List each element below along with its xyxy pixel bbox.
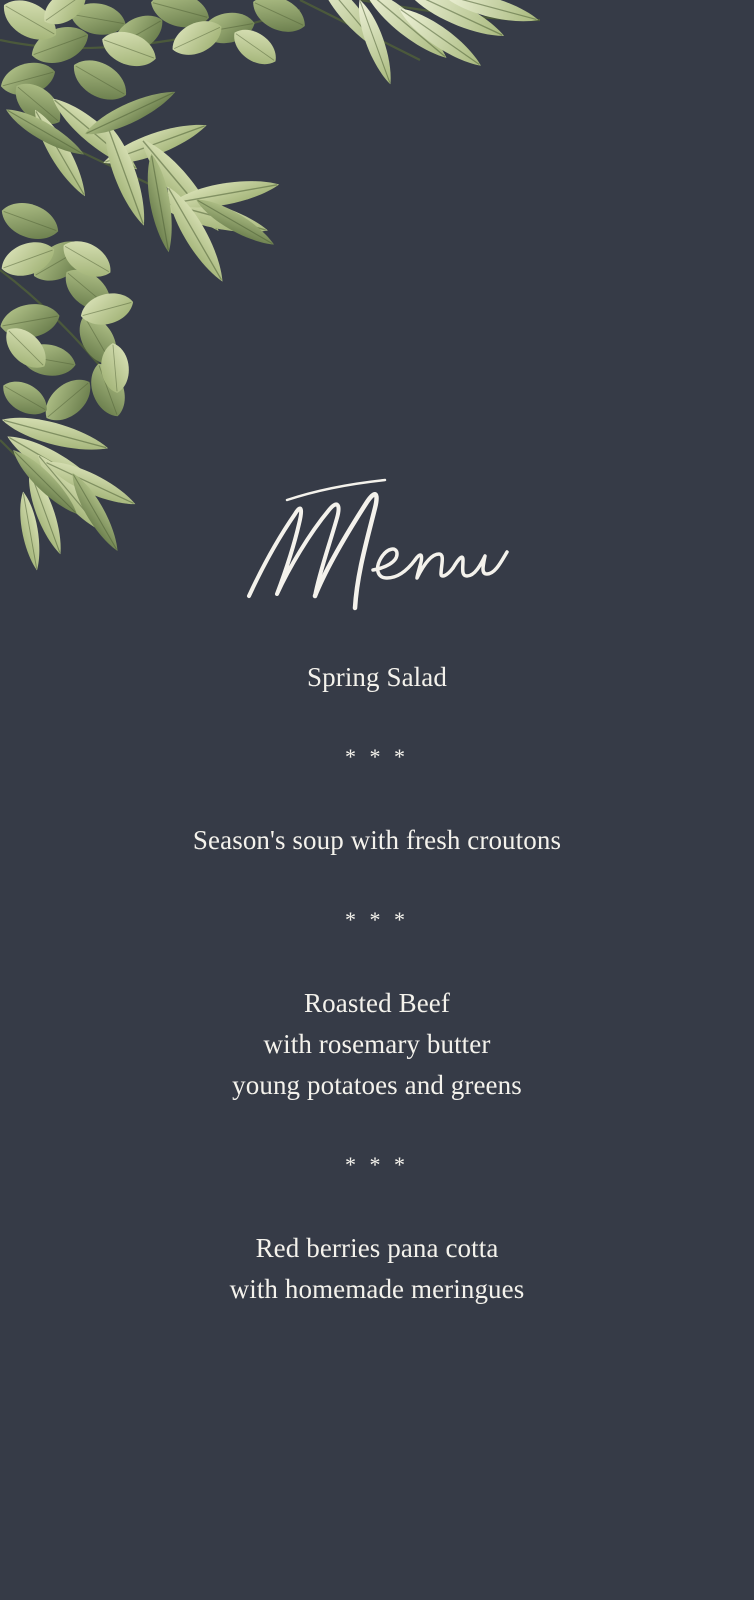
separator-2: * * * bbox=[345, 907, 409, 932]
course-2 bbox=[0, 820, 754, 861]
course-3-line-2: with rosemary butter bbox=[263, 1029, 491, 1059]
course-4-line-1: Red berries pana cotta bbox=[255, 1233, 499, 1263]
separator-3: * * * bbox=[345, 1152, 409, 1177]
course-4 bbox=[0, 1228, 754, 1310]
course-2-line-1: Season's soup with fresh croutons bbox=[192, 825, 562, 855]
menu-title-text bbox=[0, 470, 1, 471]
menu-title-script bbox=[227, 470, 527, 620]
course-3 bbox=[0, 983, 754, 1106]
menu-title bbox=[0, 470, 754, 620]
separator-1: * * * bbox=[345, 744, 409, 769]
course-1 bbox=[0, 657, 754, 698]
course-1-line-1: Spring Salad bbox=[307, 662, 447, 692]
course-3-line-3: young potatoes and greens bbox=[232, 1070, 522, 1100]
course-3-line-1: Roasted Beef bbox=[304, 988, 450, 1018]
course-4-line-2: with homemade meringues bbox=[229, 1274, 525, 1304]
